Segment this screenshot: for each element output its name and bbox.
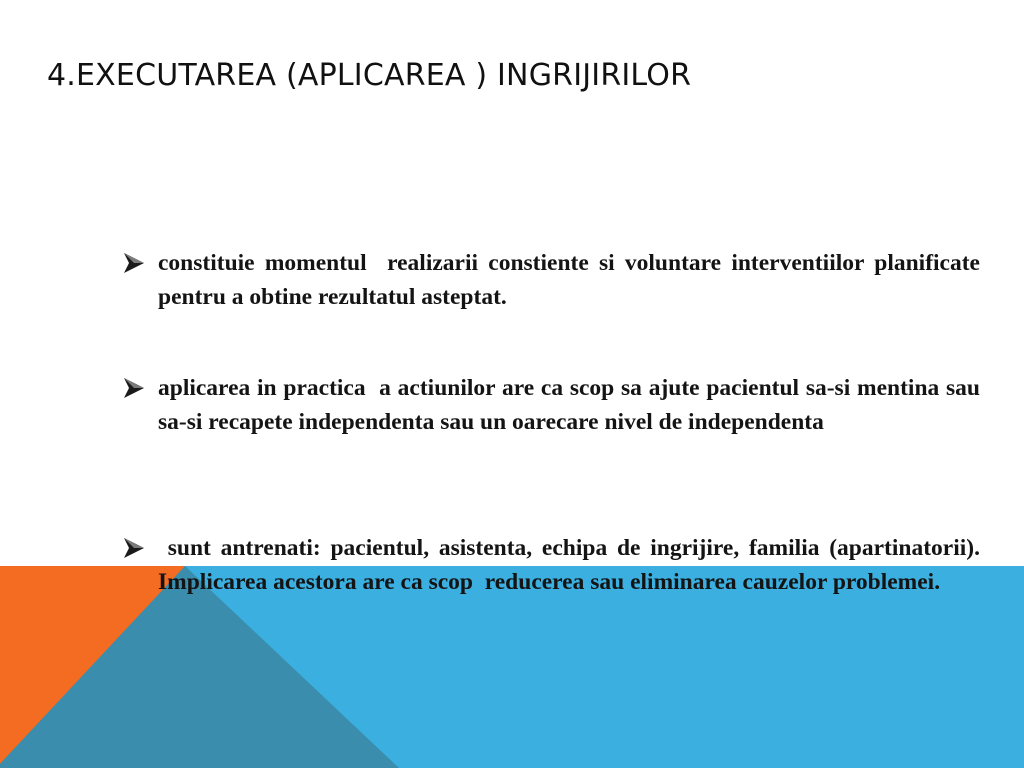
slide-title: 4.EXECUTAREA (APLICAREA ) INGRIJIRILOR	[47, 58, 692, 93]
arrowhead-bullet-icon	[122, 251, 146, 275]
bullet-text: sunt antrenati: pacientul, asistenta, echipa de ingrijire, familia (apartinatorii). Implicarea acestora are ca scop reducerea sau eliminarea cauzelor problemei.	[158, 535, 986, 595]
bullet-text: aplicarea in practica a actiunilor are ca scop sa ajute pacientul sa-si mentina sau sa-si recapete independenta sau un oarecare nivel de independenta	[158, 375, 986, 435]
list-item	[122, 371, 986, 439]
list-item	[122, 531, 986, 599]
bullet-text: constituie momentul realizarii constiente si voluntare interventiilor planificate pentru a obtine rezultatul asteptat.	[158, 250, 986, 310]
list-item	[122, 246, 986, 314]
arrowhead-bullet-icon	[122, 376, 146, 400]
arrowhead-bullet-icon	[122, 536, 146, 560]
